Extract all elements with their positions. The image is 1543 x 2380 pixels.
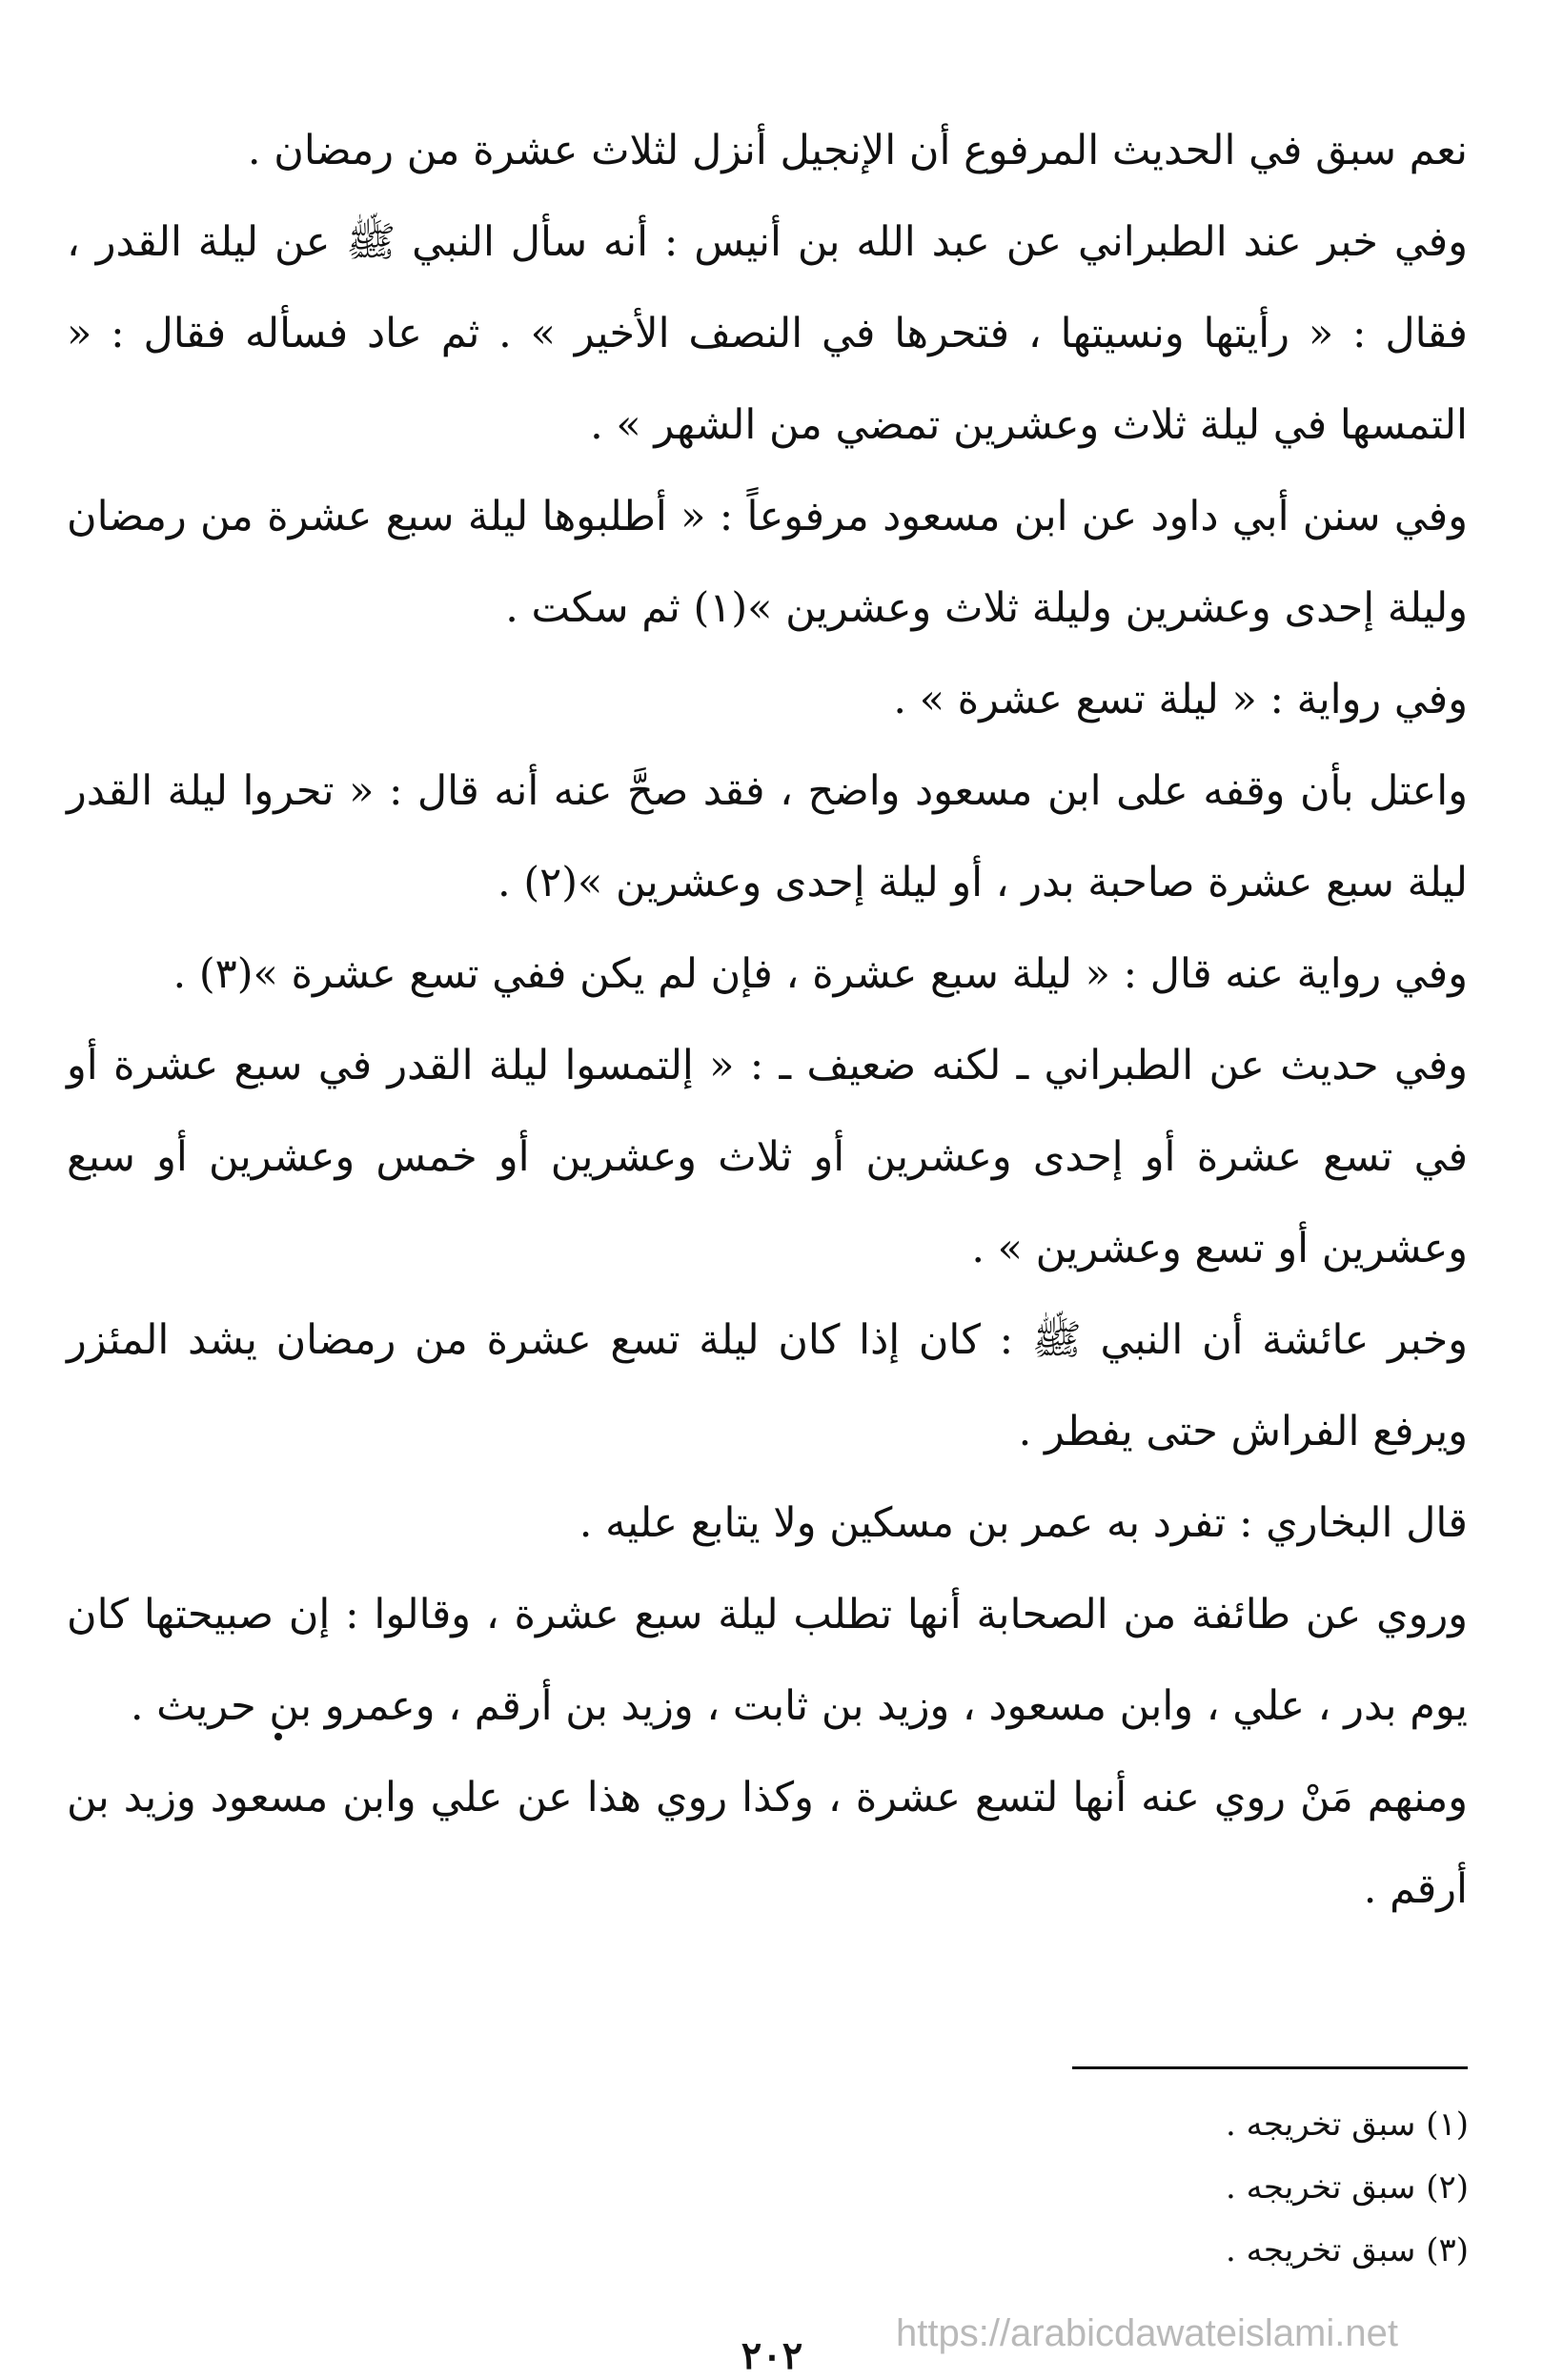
paragraph: وفي سنن أبي داود عن ابن مسعود مرفوعاً : « أطلبوها ليلة سبع عشرة من رمضان وليلة إحدى وعشرين وليلة ثلاث وعشرين »(١) ثم سكت . — [67, 493, 1468, 632]
page-body — [67, 105, 1468, 1935]
paragraph: وخبر عائشة أن النبي ﷺ : كان إذا كان ليلة تسع عشرة من رمضان يشد المئزر ويرفع الفراش حتى يفطر . — [67, 1316, 1468, 1455]
footnotes — [1226, 2093, 1469, 2282]
paragraph: واعتل بأن وقفه على ابن مسعود واضح ، فقد صحَّ عنه أنه قال : « تحروا ليلة القدر ليلة سبع عشرة صاحبة بدر ، أو ليلة إحدى وعشرين »(٢) . — [67, 767, 1468, 906]
footnote: (١) سبق تخريجه . — [1226, 2105, 1469, 2144]
footnote: (٢) سبق تخريجه . — [1226, 2168, 1469, 2207]
footnote-divider — [1072, 2066, 1468, 2069]
watermark-url: https://arabicdawateislami.net — [896, 2312, 1398, 2354]
footnote: (٣) سبق تخريجه . — [1226, 2231, 1469, 2269]
paragraph: وروي عن طائفة من الصحابة أنها تطلب ليلة سبع عشرة ، وقالوا : إن صبيحتها كان يوم بدر ، علي ، وابن مسعود ، وزيد بن ثابت ، وزيد بن أرقم ، وعمرو بن حريث . — [67, 1591, 1468, 1730]
paragraph: ومنهم مَنْ روي عنه أنها لتسع عشرة ، وكذا روي هذا عن علي وابن مسعود وزيد بن أرقم . — [67, 1774, 1468, 1913]
paragraph: وفي حديث عن الطبراني ـ لكنه ضعيف ـ : « إلتمسوا ليلة القدر في سبع عشرة أو في تسع عشرة أو إحدى وعشرين أو ثلاث وعشرين أو خمس وعشرين أو سبع وعشرين أو تسع وعشرين » . — [67, 1042, 1468, 1272]
paragraph: وفي رواية : « ليلة تسع عشرة » . — [893, 676, 1468, 723]
page-number: ٢٠٢ — [741, 2333, 803, 2378]
stray-dot — [274, 1733, 282, 1740]
paragraph: قال البخاري : تفرد به عمر بن مسكين ولا يتابع عليه . — [579, 1499, 1468, 1547]
paragraph: نعم سبق في الحديث المرفوع أن الإنجيل أنزل لثلاث عشرة من رمضان . — [247, 127, 1468, 174]
paragraph: وفي خبر عند الطبراني عن عبد الله بن أنيس : أنه سأل النبي ﷺ عن ليلة القدر ، فقال : « رأيتها ونسيتها ، فتحرها في النصف الأخير » . ثم عاد فسأله فقال : « التمسها في ليلة ثلاث وعشرين تمضي من الشهر » . — [67, 218, 1468, 449]
paragraph: وفي رواية عنه قال : « ليلة سبع عشرة ، فإن لم يكن ففي تسع عشرة »(٣) . — [173, 950, 1468, 998]
